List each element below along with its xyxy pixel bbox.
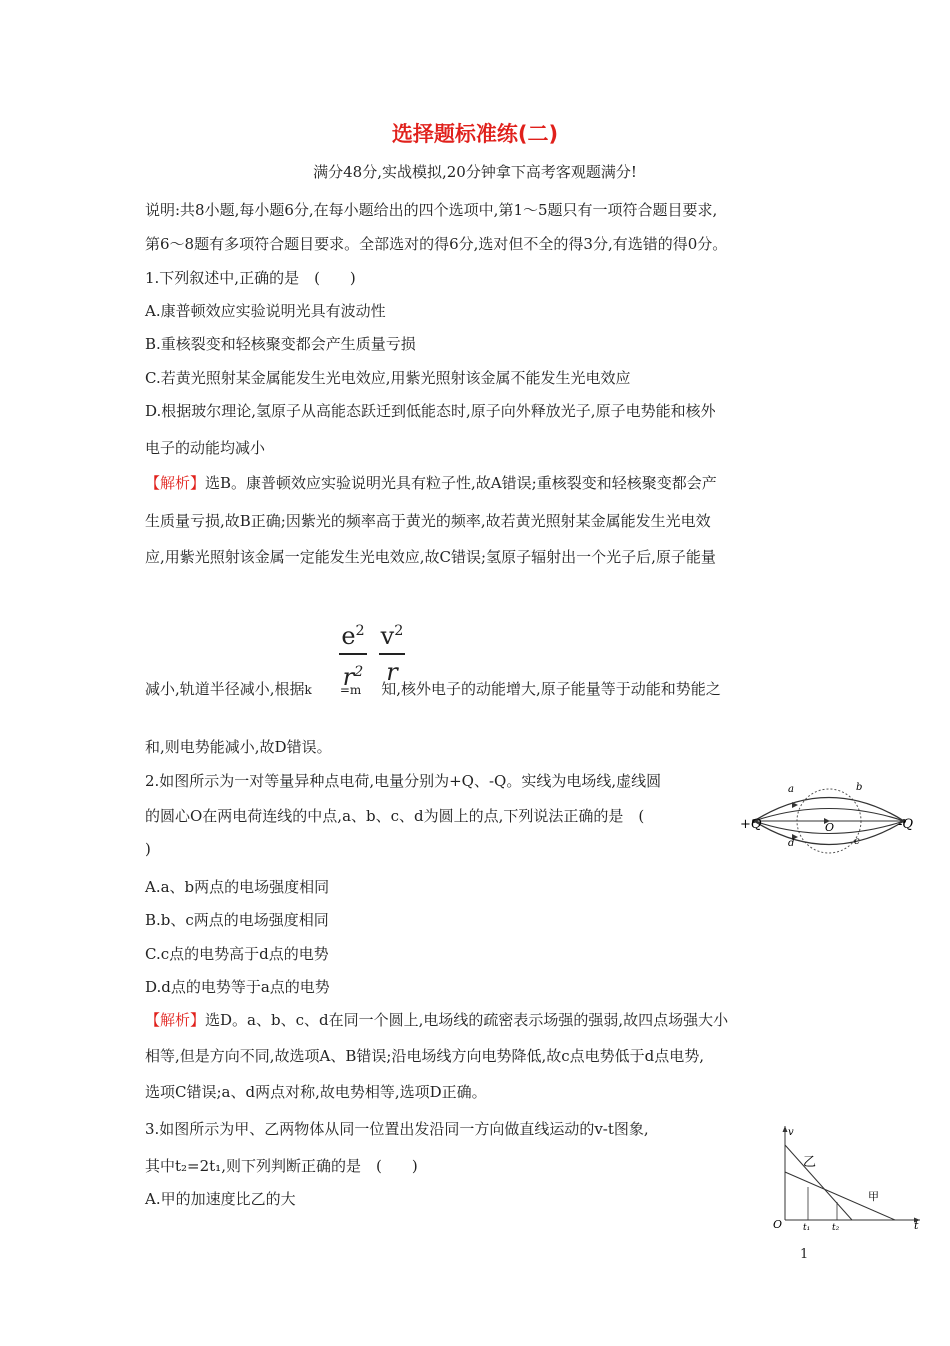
q2-option-b: B.b、c两点的电场强度相同 (145, 911, 329, 929)
q1-analysis-line: 应,用紫光照射该金属一定能发生光电效应,故C错误;氢原子辐射出一个光子后,原子能量 (145, 548, 716, 566)
yi-label: 乙 (803, 1155, 817, 1170)
charge-pos-label: +Q (740, 817, 762, 832)
q2-analysis-line: 相等,但是方向不同,故选项A、B错误;沿电场线方向电势降低,故c点电势低于d点电势, (145, 1047, 704, 1065)
electric-field-figure (738, 776, 918, 854)
q3-stem: 3.如图所示为甲、乙两物体从同一位置出发沿同一方向做直线运动的v-t图象, (145, 1120, 649, 1138)
charge-neg-label: -Q (898, 817, 914, 832)
center-label: O (825, 821, 835, 834)
point-c-label: c (854, 836, 860, 847)
vt-graph-figure (770, 1120, 930, 1232)
q1-option-d: D.根据玻尔理论,氢原子从高能态跃迁到低能态时,原子向外释放光子,原子电势能和核外 (145, 402, 716, 420)
page-title: 选择题标准练(二) (391, 122, 559, 146)
jia-label: 甲 (868, 1190, 879, 1203)
origin-label: O (773, 1218, 783, 1231)
t2-label: t₂ (832, 1223, 840, 1232)
t1-label: t₁ (803, 1223, 811, 1232)
frac-num: e (341, 622, 356, 650)
q1-option-d-cont: 电子的动能均减小 (145, 439, 266, 457)
q1-analysis-end: 和,则电势能减小,故D错误。 (145, 738, 332, 756)
q2-stem: 的圆心O在两电荷连线的中点,a、b、c、d为圆上的点,下列说法正确的是 ( (145, 807, 645, 825)
frac-den: r (386, 657, 398, 686)
page-number: 1 (800, 1247, 809, 1262)
axis-v-label: v (788, 1127, 794, 1138)
q2-option-a: A.a、b两点的电场强度相同 (145, 878, 330, 896)
frac-num: v (380, 622, 395, 650)
q3-stem: 其中t₂=2t₁,则下列判断正确的是 ( ) (145, 1157, 418, 1175)
analysis-tag: 【解析】 (145, 1011, 206, 1029)
formula-fraction-v2-r: $v^2$ r (380, 622, 404, 686)
q1-option-c: C.若黄光照射某金属能发生光电效应,用紫光照射该金属不能发生光电效应 (145, 369, 631, 387)
q2-stem: 2.如图所示为一对等量异种点电荷,电量分别为+Q、-Q。实线为电场线,虚线圆 (145, 772, 662, 790)
point-a-label: a (788, 784, 794, 795)
point-d-label: d (788, 838, 795, 849)
q1-stem: 1.下列叙述中,正确的是 ( ) (145, 269, 356, 287)
q2-option-c: C.c点的电势高于d点的电势 (145, 945, 329, 963)
frac-den: r (342, 662, 355, 691)
point-b-label: b (856, 782, 863, 793)
q1-analysis-line: 生质量亏损,故B正确;因紫光的频率高于黄光的频率,故若黄光照射某金属能发生光电效 (145, 512, 711, 530)
q1-analysis-line (145, 472, 717, 493)
axis-t-label: t (914, 1219, 919, 1232)
page-subtitle: 满分48分,实战模拟,20分钟拿下高考客观题满分! (313, 163, 637, 181)
analysis-text: 选B。康普顿效应实验说明光具有粒子性,故A错误;重核裂变和轻核聚变都会产 (205, 474, 717, 492)
q1-option-a: A.康普顿效应实验说明光具有波动性 (145, 302, 386, 320)
intro-line: 说明:共8小题,每小题6分,在每小题给出的四个选项中,第1～5题只有一项符合题目要求, (145, 201, 718, 219)
analysis-tag: 【解析】 (145, 474, 206, 492)
q3-option-a: A.甲的加速度比乙的大 (145, 1190, 296, 1208)
q2-stem: ) (145, 840, 151, 858)
q1-formula-line: 减小,轨道半径减小,根据k =m 知,核外电子的动能增大,原子能量等于动能和势能之 (145, 680, 721, 698)
q2-analysis-line: 选项C错误;a、d两点对称,故电势相等,选项D正确。 (145, 1083, 487, 1101)
q2-option-d: D.d点的电势等于a点的电势 (145, 978, 330, 996)
q2-analysis-line: 【解析】选D。a、b、c、d在同一个圆上,电场线的疏密表示场强的强弱,故四点场强大小 (145, 1011, 729, 1029)
q1-option-b: B.重核裂变和轻核聚变都会产生质量亏损 (145, 335, 416, 353)
intro-line: 第6～8题有多项符合题目要求。全部选对的得6分,选对但不全的得3分,有选错的得0分。 (145, 235, 728, 253)
formula-fraction-e2-r2: $e^2$ $r^2$ (339, 616, 367, 692)
